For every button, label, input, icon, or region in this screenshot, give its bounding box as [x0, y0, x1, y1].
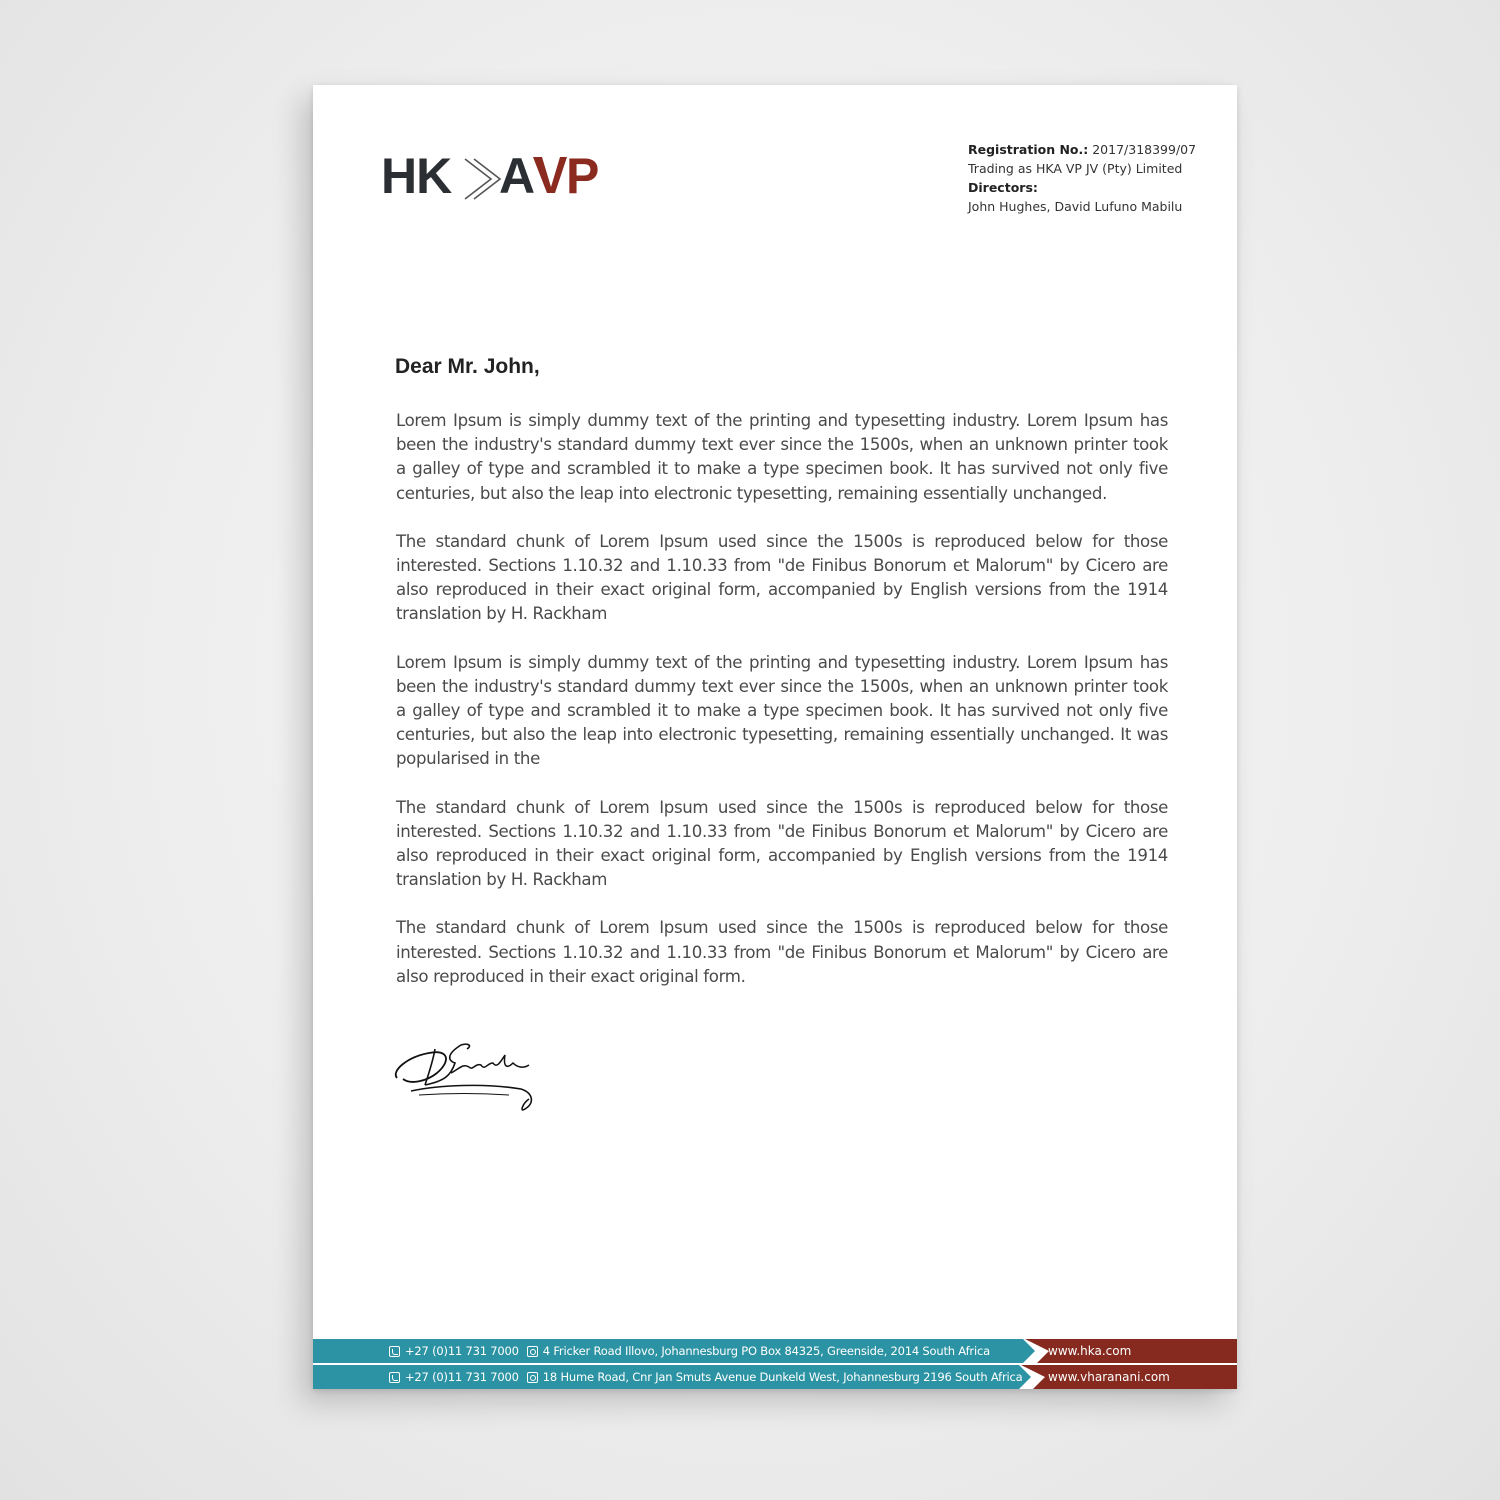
directors-label: Directors: — [968, 180, 1038, 195]
footer-address-1: 4 Fricker Road Illovo, Johannesburg PO Box 84325, Greenside, 2014 South Africa — [542, 1344, 990, 1358]
company-registration-block — [968, 140, 1228, 216]
footer-contact-row-1 — [389, 1339, 990, 1363]
registration-value: 2017/318399/07 — [1088, 142, 1197, 157]
svg-text:A: A — [499, 149, 536, 204]
handwritten-signature — [389, 1033, 539, 1115]
body-paragraph: The standard chunk of Lorem Ipsum used since the 1500s is reproduced below for those interested. Sections 1.10.32 and 1.10.33 from "de Finibus Bonorum et Malorum" by Cicero are also reproduced in their exact original form, accompanied by English versions from the 1914 translation by H. Rackham — [396, 797, 1168, 890]
svg-text:P: P — [566, 149, 600, 204]
footer-website-1[interactable]: www.hka.com — [1048, 1344, 1132, 1358]
letter-body — [396, 409, 1168, 1013]
body-paragraph: The standard chunk of Lorem Ipsum used since the 1500s is reproduced below for those interested. Sections 1.10.32 and 1.10.33 from "de Finibus Bonorum et Malorum" by Cicero are also reproduced in their exact original form, accompanied by English versions from the 1914 translation by H. Rackham — [396, 531, 1168, 624]
letterhead-footer — [313, 1339, 1237, 1389]
trading-as-line: Trading as HKA VP JV (Pty) Limited — [968, 161, 1183, 176]
hka-vp-logo — [381, 149, 611, 209]
footer-phone-1: +27 (0)11 731 7000 — [405, 1344, 519, 1358]
phone-icon — [389, 1372, 400, 1383]
registration-label: Registration No.: — [968, 142, 1089, 157]
location-pin-icon — [527, 1346, 538, 1357]
footer-contact-row-2 — [389, 1365, 1023, 1389]
directors-names: John Hughes, David Lufuno Mabilu — [968, 199, 1183, 214]
svg-text:HK: HK — [381, 149, 452, 204]
letter-greeting: Dear Mr. John, — [395, 355, 540, 378]
phone-icon — [389, 1346, 400, 1357]
location-pin-icon — [527, 1372, 538, 1383]
footer-phone-2: +27 (0)11 731 7000 — [405, 1370, 519, 1384]
letterhead-page — [313, 85, 1237, 1389]
body-paragraph: The standard chunk of Lorem Ipsum used since the 1500s is reproduced below for those interested. Sections 1.10.32 and 1.10.33 from "de Finibus Bonorum et Malorum" by Cicero are also reproduced in their exact original form. — [396, 918, 1168, 986]
body-paragraph: Lorem Ipsum is simply dummy text of the printing and typesetting industry. Lorem Ipsum has been the industry's standard dummy text ever since the 1500s, when an unknown printer took a galley of type and scrambled it to make a type specimen book. It has survived not only five centuries, but also the leap into electronic typesetting, remaining essentially unchanged. — [396, 411, 1168, 503]
footer-website-2[interactable]: www.vharanani.com — [1048, 1370, 1170, 1384]
body-paragraph: Lorem Ipsum is simply dummy text of the printing and typesetting industry. Lorem Ipsum has been the industry's standard dummy text ever since the 1500s, when an unknown printer took a galley of type and scrambled it to make a type specimen book. It has survived not only five centuries, but also the leap into electronic typesetting, remaining essentially unchanged. It was popularised in the — [396, 652, 1168, 769]
footer-address-2: 18 Hume Road, Cnr Jan Smuts Avenue Dunkeld West, Johannesburg 2196 South Africa — [542, 1370, 1023, 1384]
